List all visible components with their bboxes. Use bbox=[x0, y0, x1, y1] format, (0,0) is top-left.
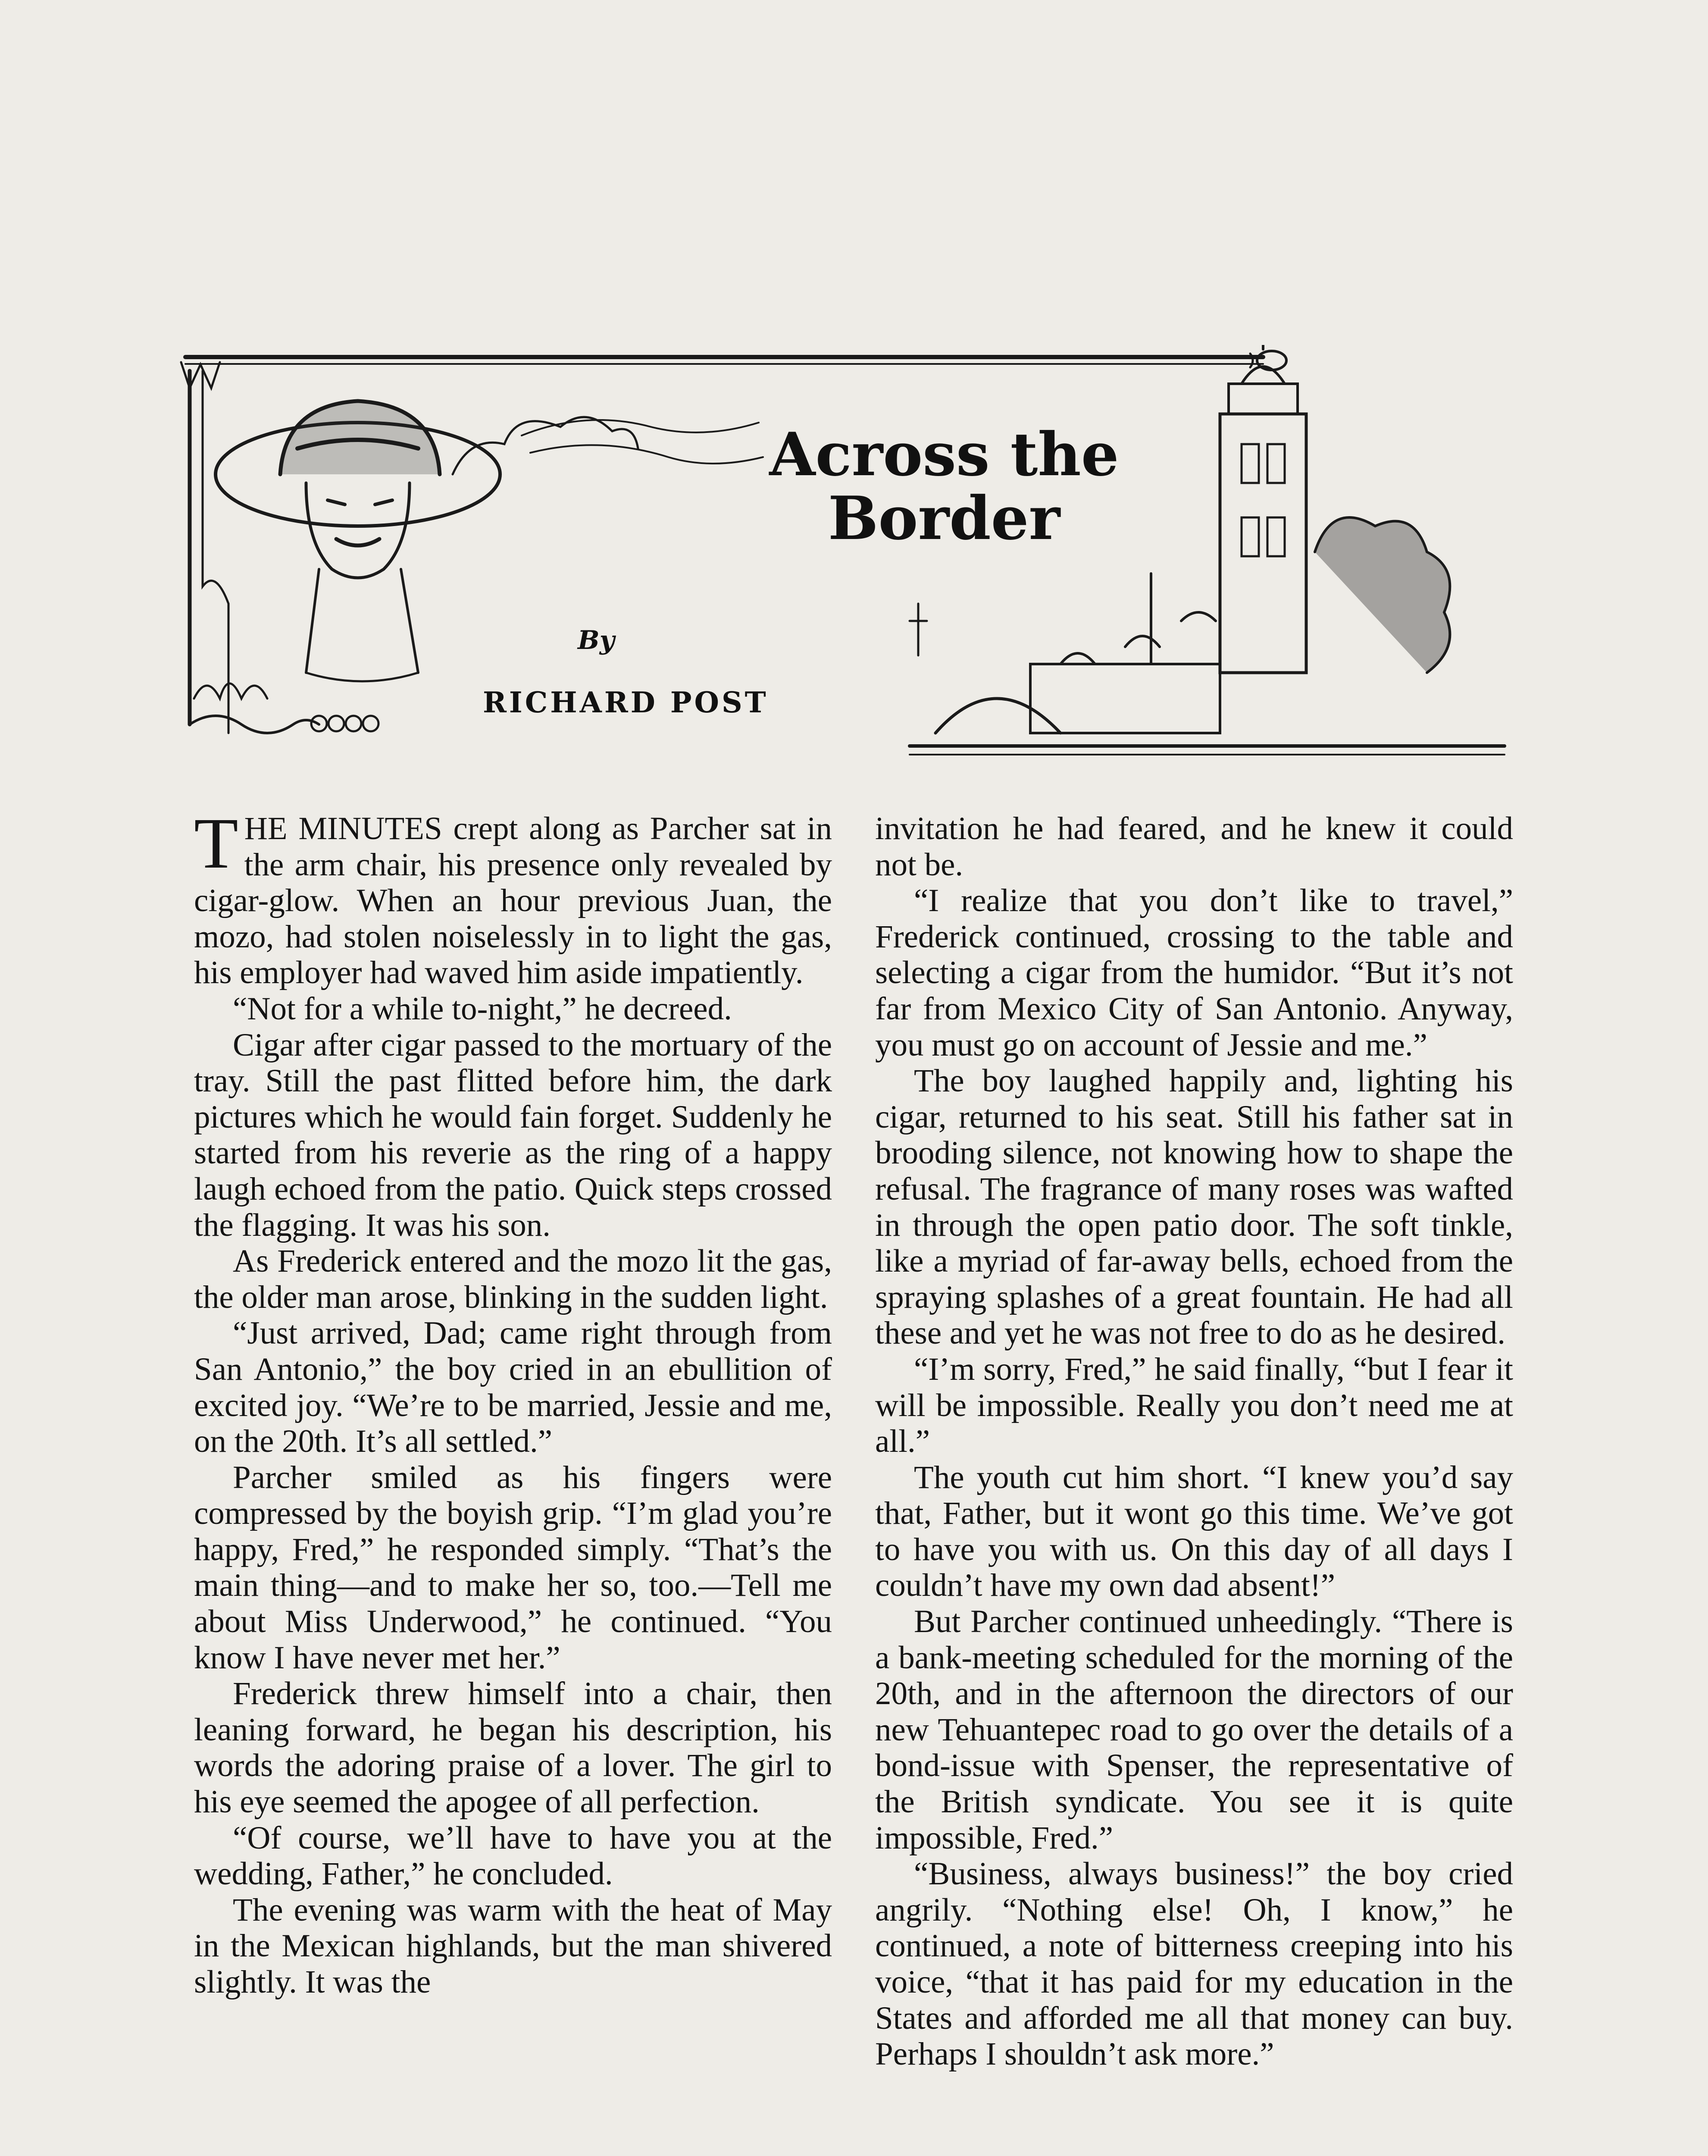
paragraph: The evening was warm with the heat of May in the Mexican highlands, but the man shivered slightly. It was the bbox=[194, 1892, 832, 2000]
author-name: RICHARD POST bbox=[483, 686, 769, 719]
paragraph: Frederick threw himself into a chair, then leaning forward, he began his description, his words the adoring praise of a lover. The girl to his eye seemed the apogee of all perfection. bbox=[194, 1676, 832, 1820]
top-rod-icon bbox=[181, 351, 1286, 388]
paragraph: The boy laughed happily and, lighting his cigar, returned to his seat. Still his father sat in brooding silence, not knowing how to shape the refusal. The fragrance of many roses was wafted in through the open patio door. The soft tinkle, like a myriad of far-away bells, echoed from the spraying splashes of a great fountain. He had all these and yet he was not free to do as he desired. bbox=[875, 1063, 1513, 1351]
paragraph: “Business, always business!” the boy cried angrily. “Nothing else! Oh, I know,” he continued, a note of bitterness creeping into his voice, “that it has paid for my education in the States and afforded me all that money can buy. Perhaps I shouldn’t ask more.” bbox=[875, 1856, 1513, 2072]
paragraph: “I realize that you don’t like to travel,” Frederick continued, crossing to the table and selecting a cigar from the humidor. “But it’s not far from Mexico City of San Antonio. Anyway, you must go on account of Jessie and me.” bbox=[875, 883, 1513, 1063]
byline: By bbox=[578, 625, 615, 655]
paragraph: But Parcher continued unheedingly. “There is a bank-meeting scheduled for the morning of the 20th, and in the afternoon the directors of our new Tehuantepec road to go over the details of a bond-issue with Spenser, the representative of the British syndicate. You see it is quite impossible, Fred.” bbox=[875, 1604, 1513, 1856]
paragraph: Parcher smiled as his fingers were compressed by the boyish grip. “I’m glad you’re happy, Fred,” he responded simply. “That’s the main thing—and to make her so, too.—Tell me about Miss Underwood,” he continued. “You know I have never met her.” bbox=[194, 1459, 832, 1676]
drop-cap: T bbox=[194, 803, 238, 884]
sombrero-man-icon bbox=[216, 401, 500, 681]
article-title bbox=[707, 419, 1181, 553]
title-line-2: Border bbox=[828, 483, 1060, 553]
paragraph: Cigar after cigar passed to the mortuary of the tray. Still the past flitted before him, the dark pictures which he would fain forget. Suddenly he started from his reverie as the ring of a happy laugh echoed from the patio. Quick steps crossed the flagging. It was his son. bbox=[194, 1027, 832, 1243]
paragraph: The youth cut him short. “I knew you’d say that, Father, but it wont go this time. We’ve got to have you with us. On this day of all days I couldn’t have my own dad absent!” bbox=[875, 1459, 1513, 1604]
paragraph: “Just arrived, Dad; came right through from San Antonio,” the boy cried in an ebullition of excited joy. “We’re to be married, Jessie and me, on the 20th. It’s all settled.” bbox=[194, 1315, 832, 1460]
header-illustration-drawing bbox=[177, 345, 1517, 768]
right-column bbox=[875, 811, 1513, 2072]
paragraph: “I’m sorry, Fred,” he said finally, “but I fear it will be impossible. Really you don’t need me at all.” bbox=[875, 1351, 1513, 1460]
left-column bbox=[194, 803, 832, 2000]
title-line-1: Across the bbox=[769, 419, 1119, 489]
header-illustration bbox=[177, 345, 1517, 768]
paragraph: “Of course, we’ll have to have you at the wedding, Father,” he concluded. bbox=[194, 1820, 832, 1892]
paragraph-text: HE MINUTES crept along as Parcher sat in the arm chair, his presence only revealed by cigar-glow. When an hour previous Juan, the mozo, had stolen noiselessly in to light the gas, his employer had waved him aside impatiently. bbox=[194, 811, 832, 991]
paragraph: “Not for a while to-night,” he decreed. bbox=[233, 990, 732, 1027]
paragraph bbox=[194, 803, 832, 991]
paragraph: As Frederick entered and the mozo lit the gas, the older man arose, blinking in the sudden light. bbox=[194, 1243, 832, 1315]
paragraph: invitation he had feared, and he knew it could not be. bbox=[875, 811, 1513, 883]
